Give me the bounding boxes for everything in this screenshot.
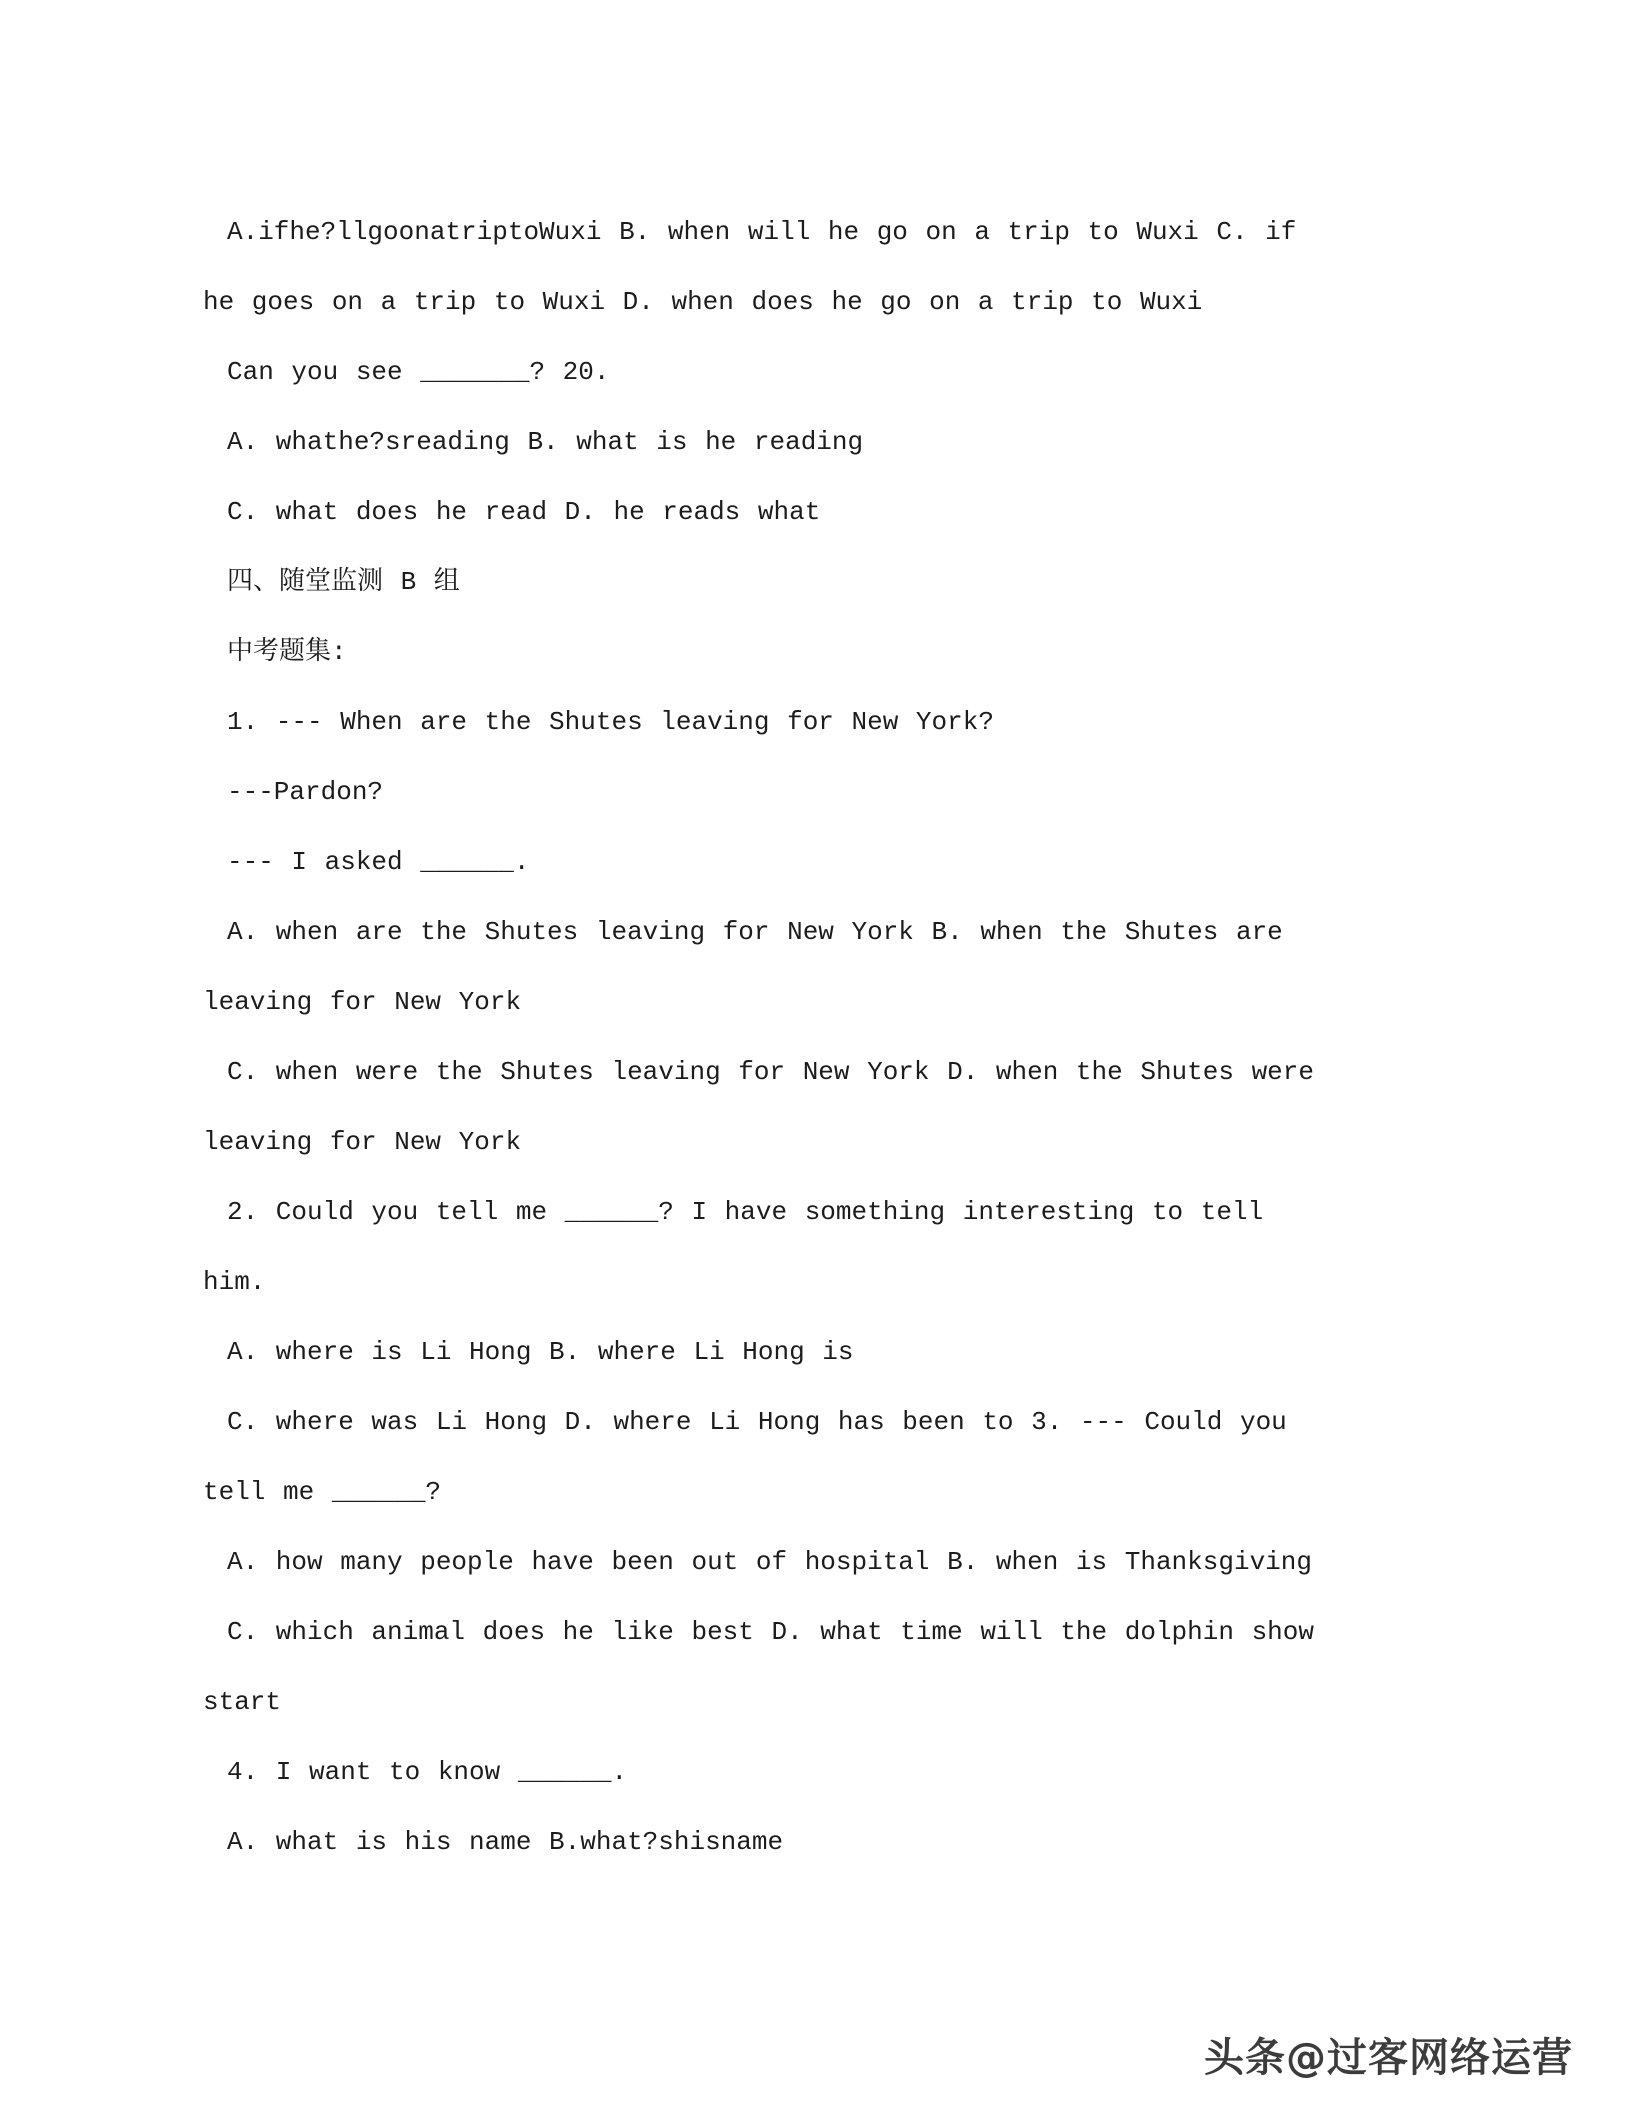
watermark: 头条@过客网络运营 [1204,2035,1573,2081]
text-line: 中考题集: [227,637,347,667]
text-line: A.ifhe?llgoonatriptoWuxi B. when will he go on a trip to Wuxi C. if [227,217,1297,247]
text-line: 4. I want to know ______. [227,1757,628,1787]
text-line: leaving for New York [203,1127,522,1157]
text-line: him. [203,1267,266,1297]
text-line: ---Pardon? [227,777,384,807]
text-line: 四、随堂监测 B 组 [227,567,460,597]
text-line: A. where is Li Hong B. where Li Hong is [227,1337,854,1367]
text-line: Can you see _______? 20. [227,357,610,387]
text-line: C. when were the Shutes leaving for New York D. when the Shutes were [227,1057,1314,1087]
text-line: he goes on a trip to Wuxi D. when does he go on a trip to Wuxi [203,287,1203,317]
document-body [203,197,1473,1877]
text-line: A. how many people have been out of hospital B. when is Thanksgiving [227,1547,1312,1577]
text-line: start [203,1687,282,1717]
text-line: C. where was Li Hong D. where Li Hong has been to 3. --- Could you [227,1407,1287,1437]
text-line: A. what is his name B.what?shisname [227,1827,784,1857]
text-line: C. which animal does he like best D. what time will the dolphin show [227,1617,1314,1647]
text-line: A. when are the Shutes leaving for New York B. when the Shutes are [227,917,1283,947]
text-line: leaving for New York [203,987,522,1017]
text-line: 2. Could you tell me ______? I have something interesting to tell [227,1197,1264,1227]
text-line: 1. --- When are the Shutes leaving for New York? [227,707,994,737]
text-line: tell me ______? [203,1477,442,1507]
text-line: C. what does he read D. he reads what [227,497,821,527]
text-line: --- I asked ______. [227,847,530,877]
text-line: A. whathe?sreading B. what is he reading [227,427,864,457]
